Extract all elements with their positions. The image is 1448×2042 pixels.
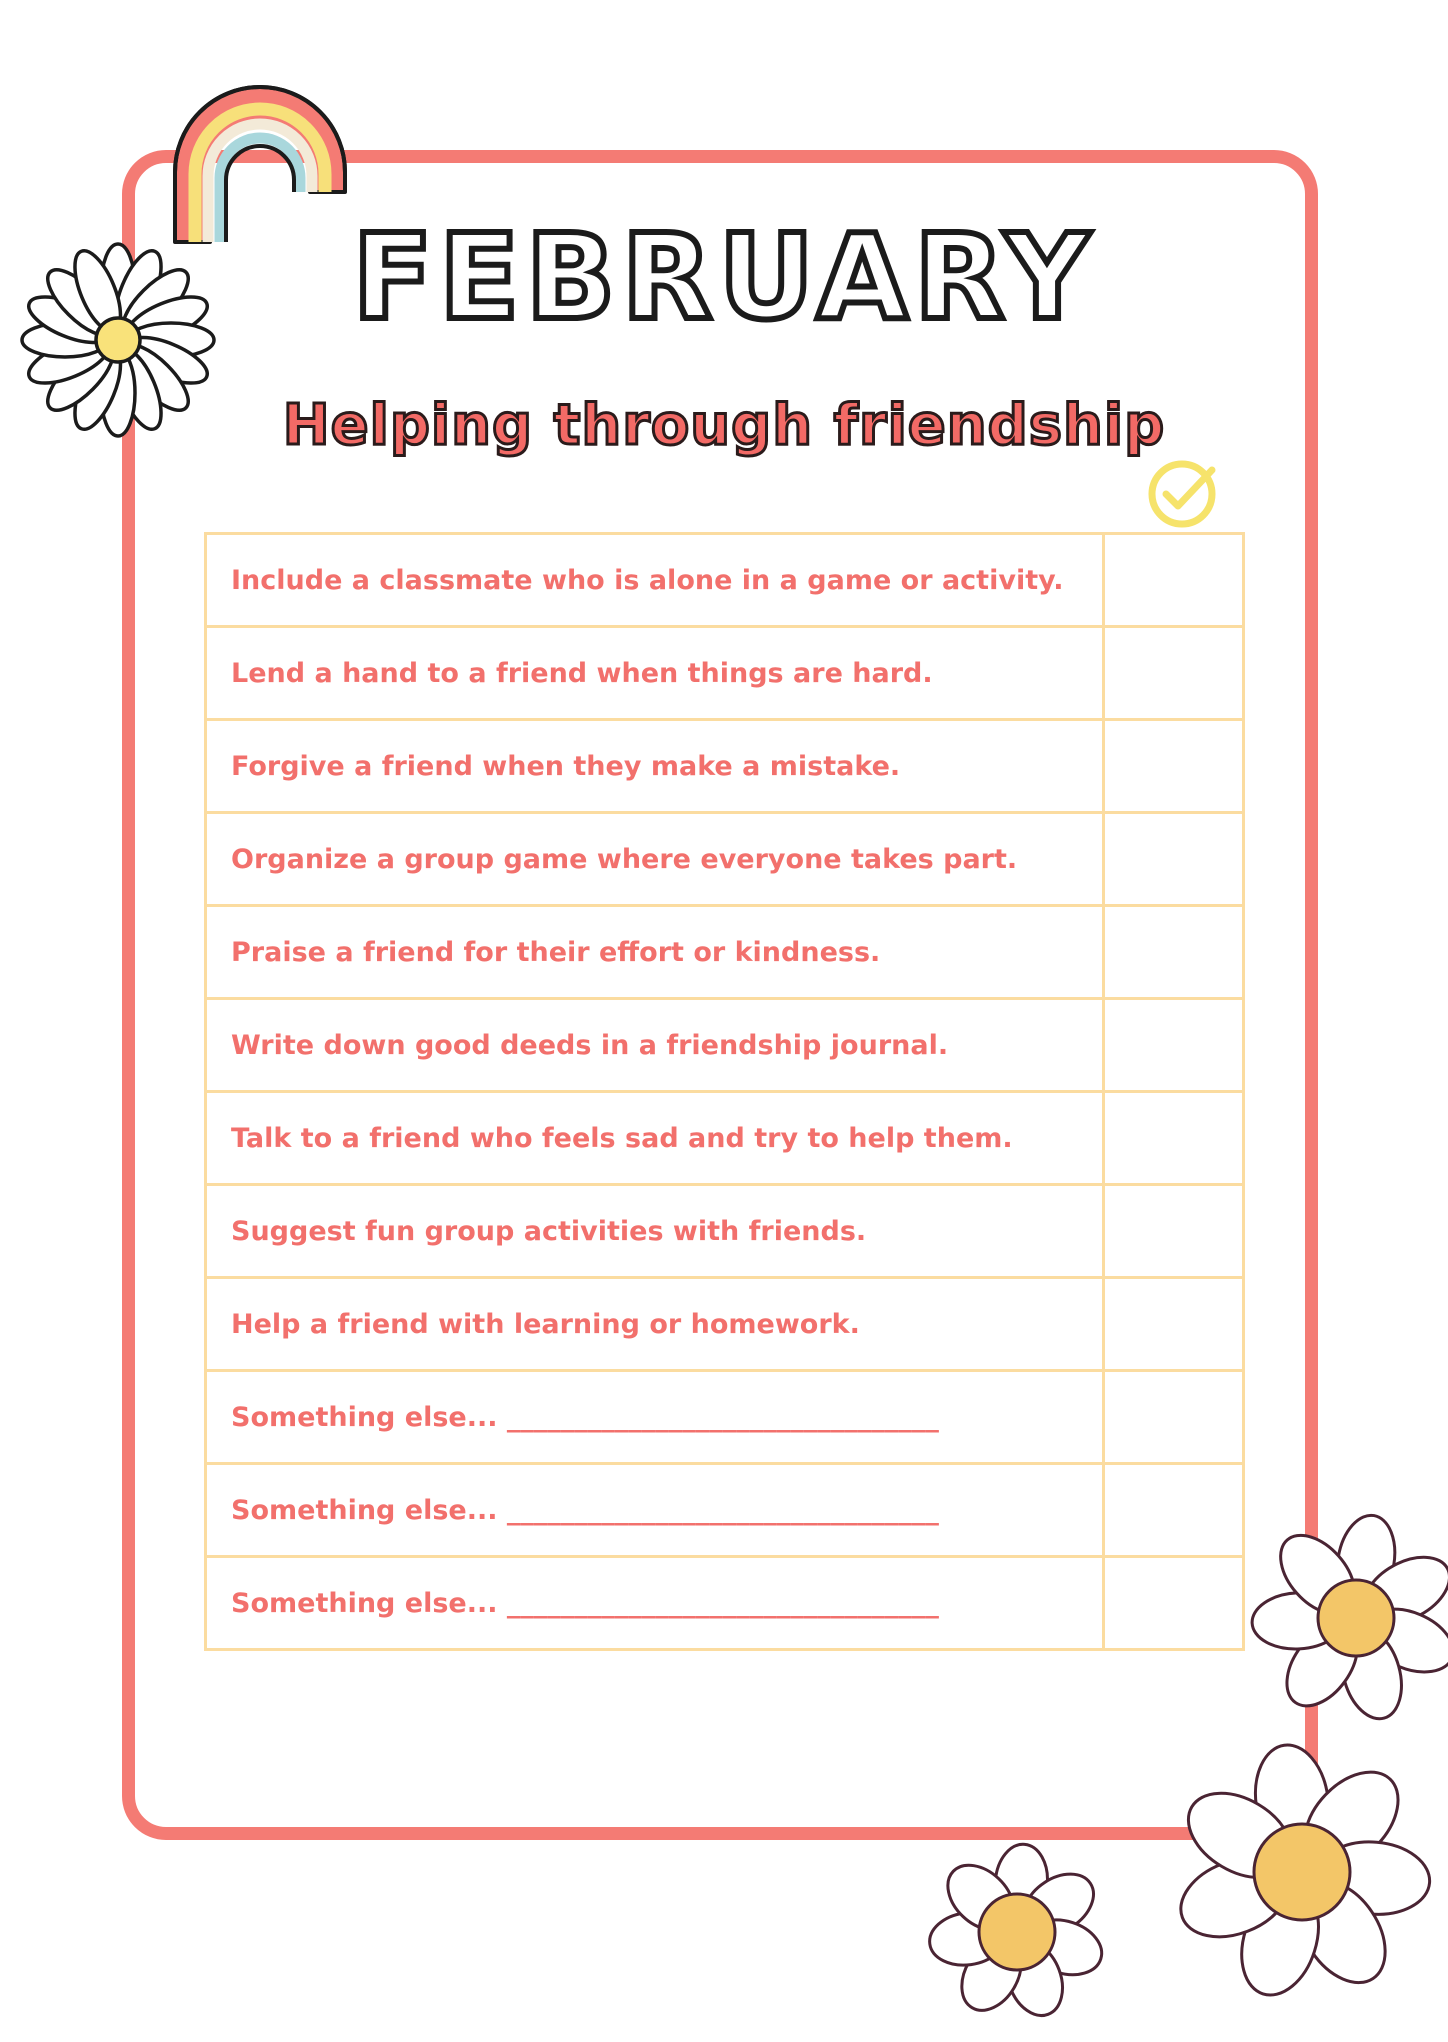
checklist-row bbox=[206, 1092, 1244, 1185]
checklist-row bbox=[206, 627, 1244, 720]
task-label: Praise a friend for their effort or kindness. bbox=[206, 906, 1104, 999]
checklist-row bbox=[206, 999, 1244, 1092]
task-label: Something else... ________________________________ bbox=[206, 1557, 1104, 1650]
daisy-icon bbox=[1152, 1722, 1448, 2022]
task-label: Something else... ________________________________ bbox=[206, 1371, 1104, 1464]
task-label: Organize a group game where everyone takes part. bbox=[206, 813, 1104, 906]
task-label: Forgive a friend when they make a mistake. bbox=[206, 720, 1104, 813]
checklist-row bbox=[206, 1464, 1244, 1557]
task-label: Something else... ________________________________ bbox=[206, 1464, 1104, 1557]
task-label: Write down good deeds in a friendship journal. bbox=[206, 999, 1104, 1092]
check-box[interactable] bbox=[1104, 906, 1244, 999]
daisy-icon bbox=[890, 1822, 1144, 2042]
checklist-row bbox=[206, 1185, 1244, 1278]
checklist-table bbox=[204, 532, 1245, 1651]
check-box[interactable] bbox=[1104, 720, 1244, 813]
checklist-row bbox=[206, 1278, 1244, 1371]
checklist-row bbox=[206, 1557, 1244, 1650]
daisy-icon bbox=[1236, 1488, 1448, 1748]
check-box[interactable] bbox=[1104, 1464, 1244, 1557]
check-box[interactable] bbox=[1104, 534, 1244, 627]
task-label: Suggest fun group activities with friends. bbox=[206, 1185, 1104, 1278]
checklist-row bbox=[206, 1371, 1244, 1464]
check-box[interactable] bbox=[1104, 999, 1244, 1092]
task-label: Talk to a friend who feels sad and try to help them. bbox=[206, 1092, 1104, 1185]
task-label: Include a classmate who is alone in a game or activity. bbox=[206, 534, 1104, 627]
page-subtitle: Helping through friendship bbox=[282, 393, 1166, 458]
check-box[interactable] bbox=[1104, 1557, 1244, 1650]
checklist-row bbox=[206, 906, 1244, 999]
page-title: FEBRUARY bbox=[352, 208, 1096, 346]
task-label: Help a friend with learning or homework. bbox=[206, 1278, 1104, 1371]
check-box[interactable] bbox=[1104, 1371, 1244, 1464]
task-label: Lend a hand to a friend when things are hard. bbox=[206, 627, 1104, 720]
checklist-row bbox=[206, 534, 1244, 627]
check-box[interactable] bbox=[1104, 1185, 1244, 1278]
checklist-row bbox=[206, 813, 1244, 906]
check-box[interactable] bbox=[1104, 813, 1244, 906]
checkmark-badge-icon bbox=[1148, 456, 1222, 530]
check-box[interactable] bbox=[1104, 627, 1244, 720]
checklist-row bbox=[206, 720, 1244, 813]
check-box[interactable] bbox=[1104, 1278, 1244, 1371]
check-box[interactable] bbox=[1104, 1092, 1244, 1185]
